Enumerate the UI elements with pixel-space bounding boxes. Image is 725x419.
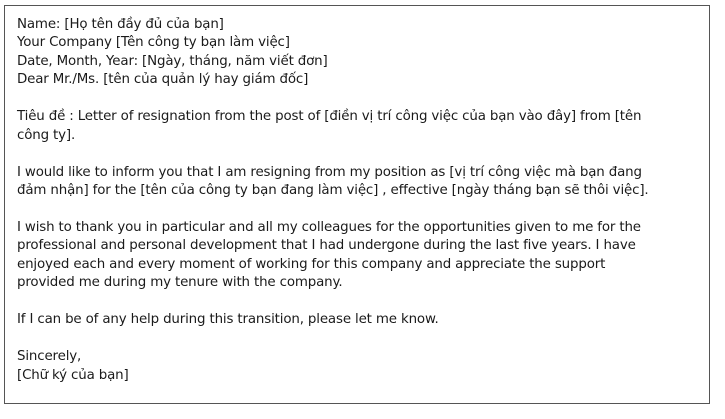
name-line: Name: [Họ tên đầy đủ của bạn] <box>17 17 224 32</box>
sincerely-line: Sincerely, <box>17 349 82 365</box>
paragraph2-line-4: provided me during my tenure with the company. <box>17 275 343 291</box>
thanks-paragraph <box>17 219 699 293</box>
letter-header <box>17 16 699 90</box>
resignation-paragraph <box>17 164 699 201</box>
closing-block <box>17 348 699 385</box>
subject-line-1: Tiêu đề : Letter of resignation from the post of [điền vị trí công việc của bạn vào đây] from [tên <box>17 109 642 125</box>
paragraph2-line-3: enjoyed each and every moment of working for this company and appreciate the support <box>17 256 606 272</box>
company-line: Your Company [Tên công ty bạn làm việc] <box>17 35 290 51</box>
paragraph3-line-1: If I can be of any help during this transition, please let me know. <box>17 312 439 328</box>
paragraph1-line-1: I would like to inform you that I am resigning from my position as [vị trí công việc mà bạn đang <box>17 164 642 180</box>
paragraph1-line-2: đảm nhận] for the [tên của công ty bạn đang làm việc] , effective [ngày tháng bạn sẽ thôi việc]. <box>17 183 649 199</box>
paragraph2-line-1: I wish to thank you in particular and all my colleagues for the opportunities given to me for the <box>17 220 641 236</box>
help-paragraph <box>17 311 699 329</box>
signature-line: [Chữ ký của bạn] <box>17 367 129 383</box>
subject-paragraph <box>17 108 699 145</box>
paragraph2-line-2: professional and personal development that I had undergone during the last five years. I have <box>17 238 636 254</box>
subject-line-2: công ty]. <box>17 127 76 143</box>
date-line: Date, Month, Year: [Ngày, tháng, năm viết đơn] <box>17 53 328 69</box>
salutation-line: Dear Mr./Ms. [tên của quản lý hay giám đốc] <box>17 72 309 88</box>
resignation-letter <box>4 5 710 404</box>
